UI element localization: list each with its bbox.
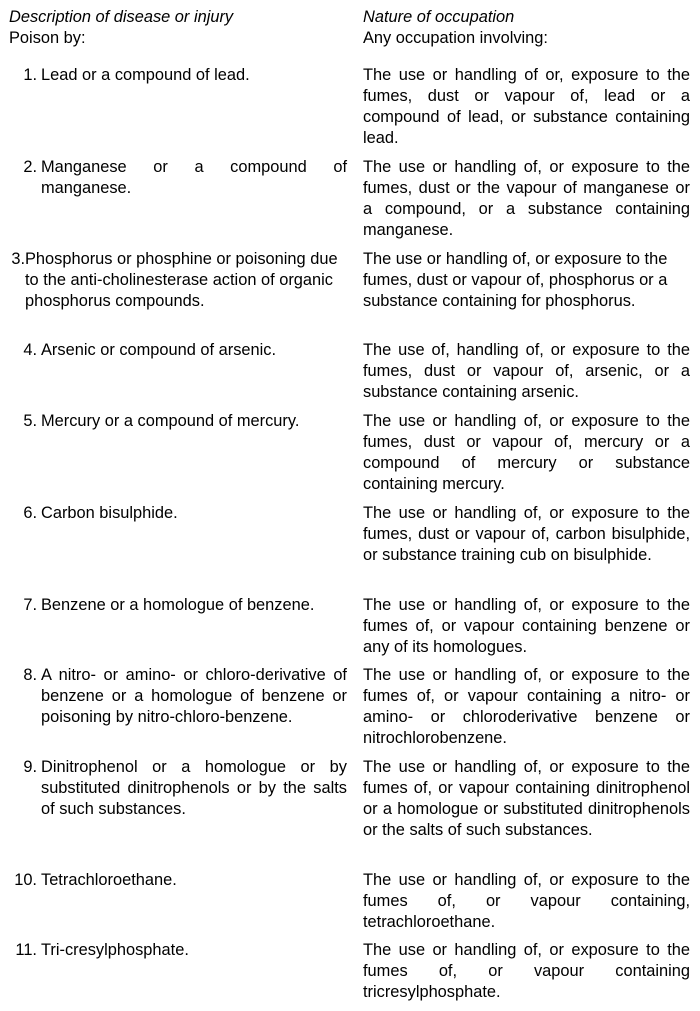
sub-heading-poison: Poison by: <box>9 29 86 47</box>
disease-description: Lead or a compound of lead. <box>41 66 250 84</box>
row-number: 6. <box>23 504 37 522</box>
disease-description: Dinitrophenol or a homologue or by substituted dinitrophenols or by the salts of such substances. <box>41 758 347 818</box>
disease-description: Phosphorus or phosphine or poisoning due to the anti-cholinesterase action of organic phosphorus compounds. <box>25 250 338 310</box>
occupation-nature: The use or handling of, or exposure to the fumes, dust or vapour of, phosphorus or a substance containing for phosphorus. <box>363 250 668 310</box>
disease-description: Tri-cresylphosphate. <box>41 941 189 959</box>
col-heading-nature: Nature of occupation <box>363 8 515 26</box>
header-col-disease <box>9 7 349 49</box>
row-number: 8. <box>23 666 37 684</box>
row-number: 7. <box>23 596 37 614</box>
table-header <box>0 7 700 51</box>
disease-description: Carbon bisulphide. <box>41 504 178 522</box>
disease-description: Manganese or a compound of manganese. <box>41 158 347 197</box>
row-number: 10. <box>14 871 37 889</box>
occupation-nature: The use or handling of, or exposure to the fumes, dust or vapour of, carbon bisulphide, or substance training cub on bisulphide. <box>363 504 690 564</box>
row-number: 4. <box>23 341 37 359</box>
occupation-nature: The use or handling of, or exposure to the fumes of, or vapour containing benzene or any of its homologues. <box>363 596 690 656</box>
occupation-nature: The use or handling of, or exposure to the fumes of, or vapour containing tricresylphosphate. <box>363 941 690 1001</box>
disease-description: Tetrachloroethane. <box>41 871 177 889</box>
occupation-nature: The use or handling of, or exposure to the fumes, dust or the vapour of manganese or a compound, or a substance containing manganese. <box>363 158 690 239</box>
row-number: 5. <box>23 412 37 430</box>
occupation-nature: The use or handling of, or exposure to the fumes, dust or vapour of, mercury or a compound of mercury or substance containing mercury. <box>363 412 690 493</box>
header-col-occupation <box>363 7 690 49</box>
row-number: 9. <box>23 758 37 776</box>
disease-description: Arsenic or compound of arsenic. <box>41 341 277 359</box>
occupation-nature: The use of, handling of, or exposure to the fumes, dust or vapour of, arsenic, or a substance containing arsenic. <box>363 341 690 401</box>
occupation-nature: The use or handling of or, exposure to the fumes, dust or vapour of, lead or a compound of lead, or substance containing lead. <box>363 66 690 147</box>
sub-heading-occupation: Any occupation involving: <box>363 29 548 47</box>
disease-description: Benzene or a homologue of benzene. <box>41 596 315 614</box>
disease-description: Mercury or a compound of mercury. <box>41 412 300 430</box>
row-number: 3. <box>11 250 25 268</box>
occupation-nature: The use or handling of, or exposure to the fumes of, or vapour containing a nitro- or amino- or chloroderivative benzene or nitrochlorobenzene. <box>363 666 690 747</box>
disease-description: A nitro- or amino- or chloro-derivative of benzene or a homologue of benzene or poisoning by nitro-chloro-benzene. <box>41 666 347 726</box>
occupation-nature: The use or handling of, or exposure to the fumes of, or vapour containing, tetrachloroethane. <box>363 871 690 931</box>
row-number: 2. <box>23 158 37 176</box>
row-number: 11. <box>15 941 37 959</box>
col-heading-description: Description of disease or injury <box>9 8 234 26</box>
occupation-nature: The use or handling of, or exposure to the fumes of, or vapour containing dinitrophenol or a homologue or substituted dinitrophenols or the salts of such substances. <box>363 758 690 839</box>
row-number: 1. <box>23 66 37 84</box>
